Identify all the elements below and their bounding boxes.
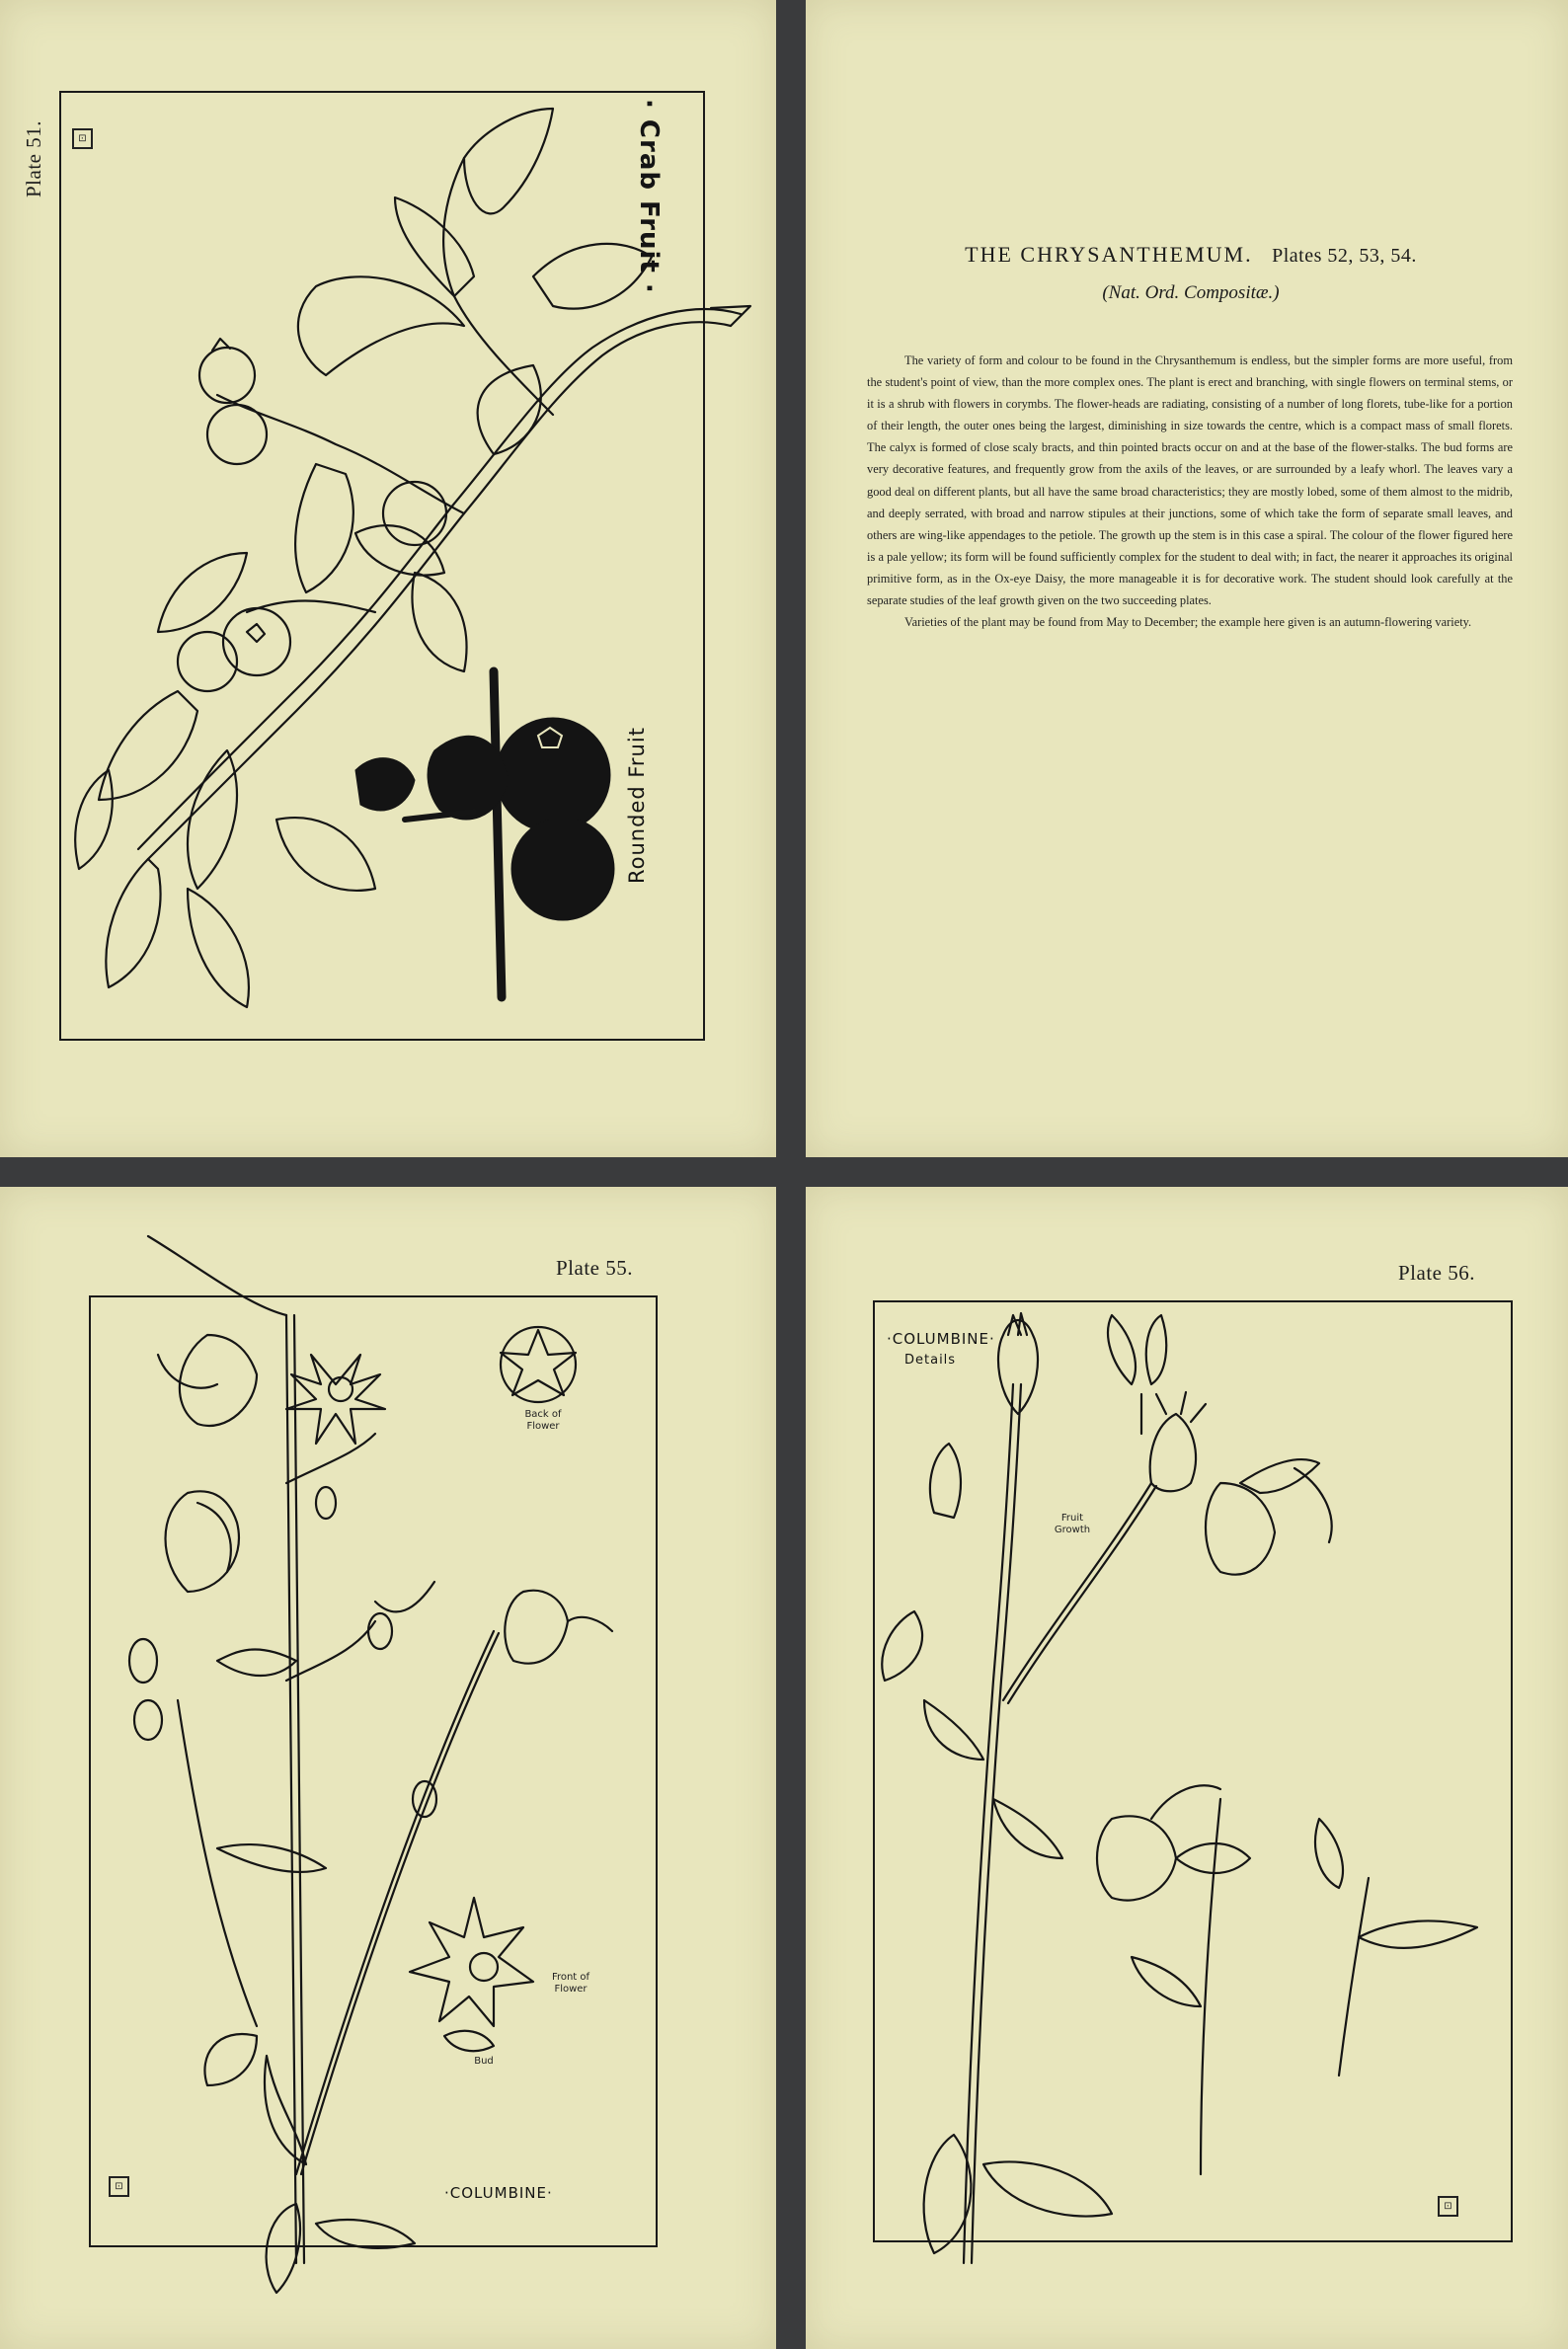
leaf <box>924 1700 983 1760</box>
plate-subtitle-hand: Details <box>904 1353 957 1368</box>
front-of-flower-detail <box>410 1898 533 2026</box>
rounded-fruit-silhouette <box>511 818 614 920</box>
note-back-of-flower: Back of Flower <box>524 1409 562 1432</box>
leaf <box>993 1799 1062 1858</box>
fruit-caption-hand: Rounded Fruit <box>625 727 649 884</box>
leaf <box>412 573 466 671</box>
note-bud: Bud <box>474 2056 494 2067</box>
stem <box>148 1236 286 1315</box>
crab-fruit <box>178 632 237 691</box>
stem <box>1201 1799 1220 2174</box>
stem <box>964 1384 1013 2263</box>
stem <box>178 1700 257 2026</box>
crab-fruit <box>207 405 267 464</box>
leaf <box>316 2220 415 2248</box>
plate-number: Plate 55. <box>556 1256 633 1280</box>
stem <box>286 1621 375 1681</box>
stem <box>972 1384 1021 2263</box>
columbine-details-illustration <box>806 1187 1568 2349</box>
bud <box>316 1487 336 1519</box>
leaf <box>106 859 160 987</box>
leaf <box>375 1582 434 1611</box>
page-plate-56 <box>806 1187 1568 2349</box>
flower <box>1206 1459 1332 1575</box>
flower <box>166 1491 239 1592</box>
section-heading <box>865 242 1517 268</box>
fruit-study-stem <box>494 671 502 997</box>
heading-plates: Plates 52, 53, 54. <box>1272 245 1417 267</box>
crab-fruit <box>199 348 255 403</box>
leaf <box>1315 1819 1343 1888</box>
plate-title-hand: · Crab Fruit · <box>634 99 664 294</box>
monogram-mark: ⊡ <box>72 128 93 149</box>
crab-fruit <box>383 482 446 545</box>
leaf <box>265 2056 306 2164</box>
plate-number: Plate 56. <box>1398 1261 1475 1285</box>
bud <box>368 1613 392 1649</box>
leaf <box>75 770 113 869</box>
note-fruit-growth: Fruit Growth <box>1054 1513 1091 1535</box>
leaf <box>882 1611 922 1681</box>
leaf <box>395 197 474 296</box>
page-chrysanthemum-text <box>806 0 1568 1157</box>
paragraph: The variety of form and colour to be found in the Chrysanthemum is endless, but the simpler forms are more useful, from the student's point of view, than the more complex ones. The plant is erect and branching, with single flowers on terminal stems, or it is a shrub with flowers in corymbs. The flower-heads are radiating, consisting of a number of long florets, tube-like for a portion of their length, the outer ones being the largest, diminishing in size towards the centre, which is a compact mass of small florets. The calyx is formed of close scaly bracts, and thin pointed bracts occur on and at the base of the flower-stalks. The bud forms are very decorative features, and frequently grow from the axils of the leaves, or are surrounded by a leafy whorl. The leaves vary a good deal on different plants, but all have the same broad characteristics; they are mostly lobed, some of them almost to the midrib, and deeply serrated, with broad and narrow stipules at their junctions, some of which take the form of separate small leaves, and others are wing-like appendages to the petiole. The growth up the stem is in this case a spiral. The colour of the flower figured here is a pale yellow; its form will be found sufficiently complex for the student to deal with; in fact, the nearer it approaches its original primitive form, as in the Ox-eye Daisy, the more manageable it is for decorative work. The student should look carefully at the separate studies of the leaf growth given on the two succeeding plates. <box>867 353 1513 608</box>
stem <box>1339 1878 1369 2075</box>
back-of-flower-detail <box>501 1327 576 1402</box>
seed-pod <box>1150 1392 1206 1491</box>
flower <box>1097 1785 1250 1900</box>
page-plate-51 <box>0 0 776 1157</box>
page-plate-55 <box>0 1187 776 2349</box>
leaf <box>217 1649 296 1676</box>
leaf <box>188 889 249 1007</box>
seed-pod <box>998 1313 1038 1414</box>
stem <box>1008 1486 1156 1703</box>
body-text <box>867 350 1513 633</box>
leaf <box>204 2034 257 2085</box>
leaf <box>188 750 237 889</box>
seed-pod <box>1108 1315 1166 1434</box>
stem <box>286 1434 375 1483</box>
leaf <box>217 1844 326 1872</box>
leaf <box>464 109 553 213</box>
leaf-silhouette <box>355 758 415 811</box>
flower <box>158 1335 257 1426</box>
rounded-fruit-silhouette <box>496 718 610 832</box>
seed-pod <box>930 1444 961 1518</box>
crab-fruit-illustration <box>0 0 776 1157</box>
leaf <box>298 276 464 375</box>
flower <box>505 1591 612 1664</box>
branch-stroke <box>217 395 464 513</box>
plate-title-hand: ·COLUMBINE· <box>887 1330 995 1348</box>
plate-number: Plate 51. <box>22 120 45 197</box>
leaf <box>533 244 652 309</box>
heading-title: THE CHRYSANTHEMUM. <box>965 242 1253 267</box>
bud-detail <box>444 2031 494 2051</box>
flower <box>286 1355 385 1444</box>
leaf <box>276 818 375 891</box>
section-subheading: (Nat. Ord. Compositæ.) <box>1102 282 1280 303</box>
plate-title-hand: ·COLUMBINE· <box>444 2184 553 2202</box>
note-front-of-flower: Front of Flower <box>551 1972 590 1995</box>
leaf <box>158 553 247 632</box>
stem <box>1003 1483 1151 1700</box>
fruit-calyx <box>247 624 265 642</box>
monogram-mark: ⊡ <box>109 2176 129 2197</box>
stem <box>301 1633 499 2174</box>
leaf <box>1132 1957 1201 2006</box>
columbine-illustration <box>0 1187 776 2349</box>
leaf <box>295 464 353 592</box>
bud <box>134 1700 162 1740</box>
leaf <box>983 2161 1112 2216</box>
leaf <box>99 691 197 800</box>
bud <box>413 1781 436 1817</box>
monogram-mark: ⊡ <box>1438 2196 1458 2217</box>
bud <box>129 1639 157 1683</box>
paragraph: Varieties of the plant may be found from May to December; the example here given is an autumn-flowering variety. <box>904 615 1472 630</box>
leaf <box>1359 1920 1477 1947</box>
